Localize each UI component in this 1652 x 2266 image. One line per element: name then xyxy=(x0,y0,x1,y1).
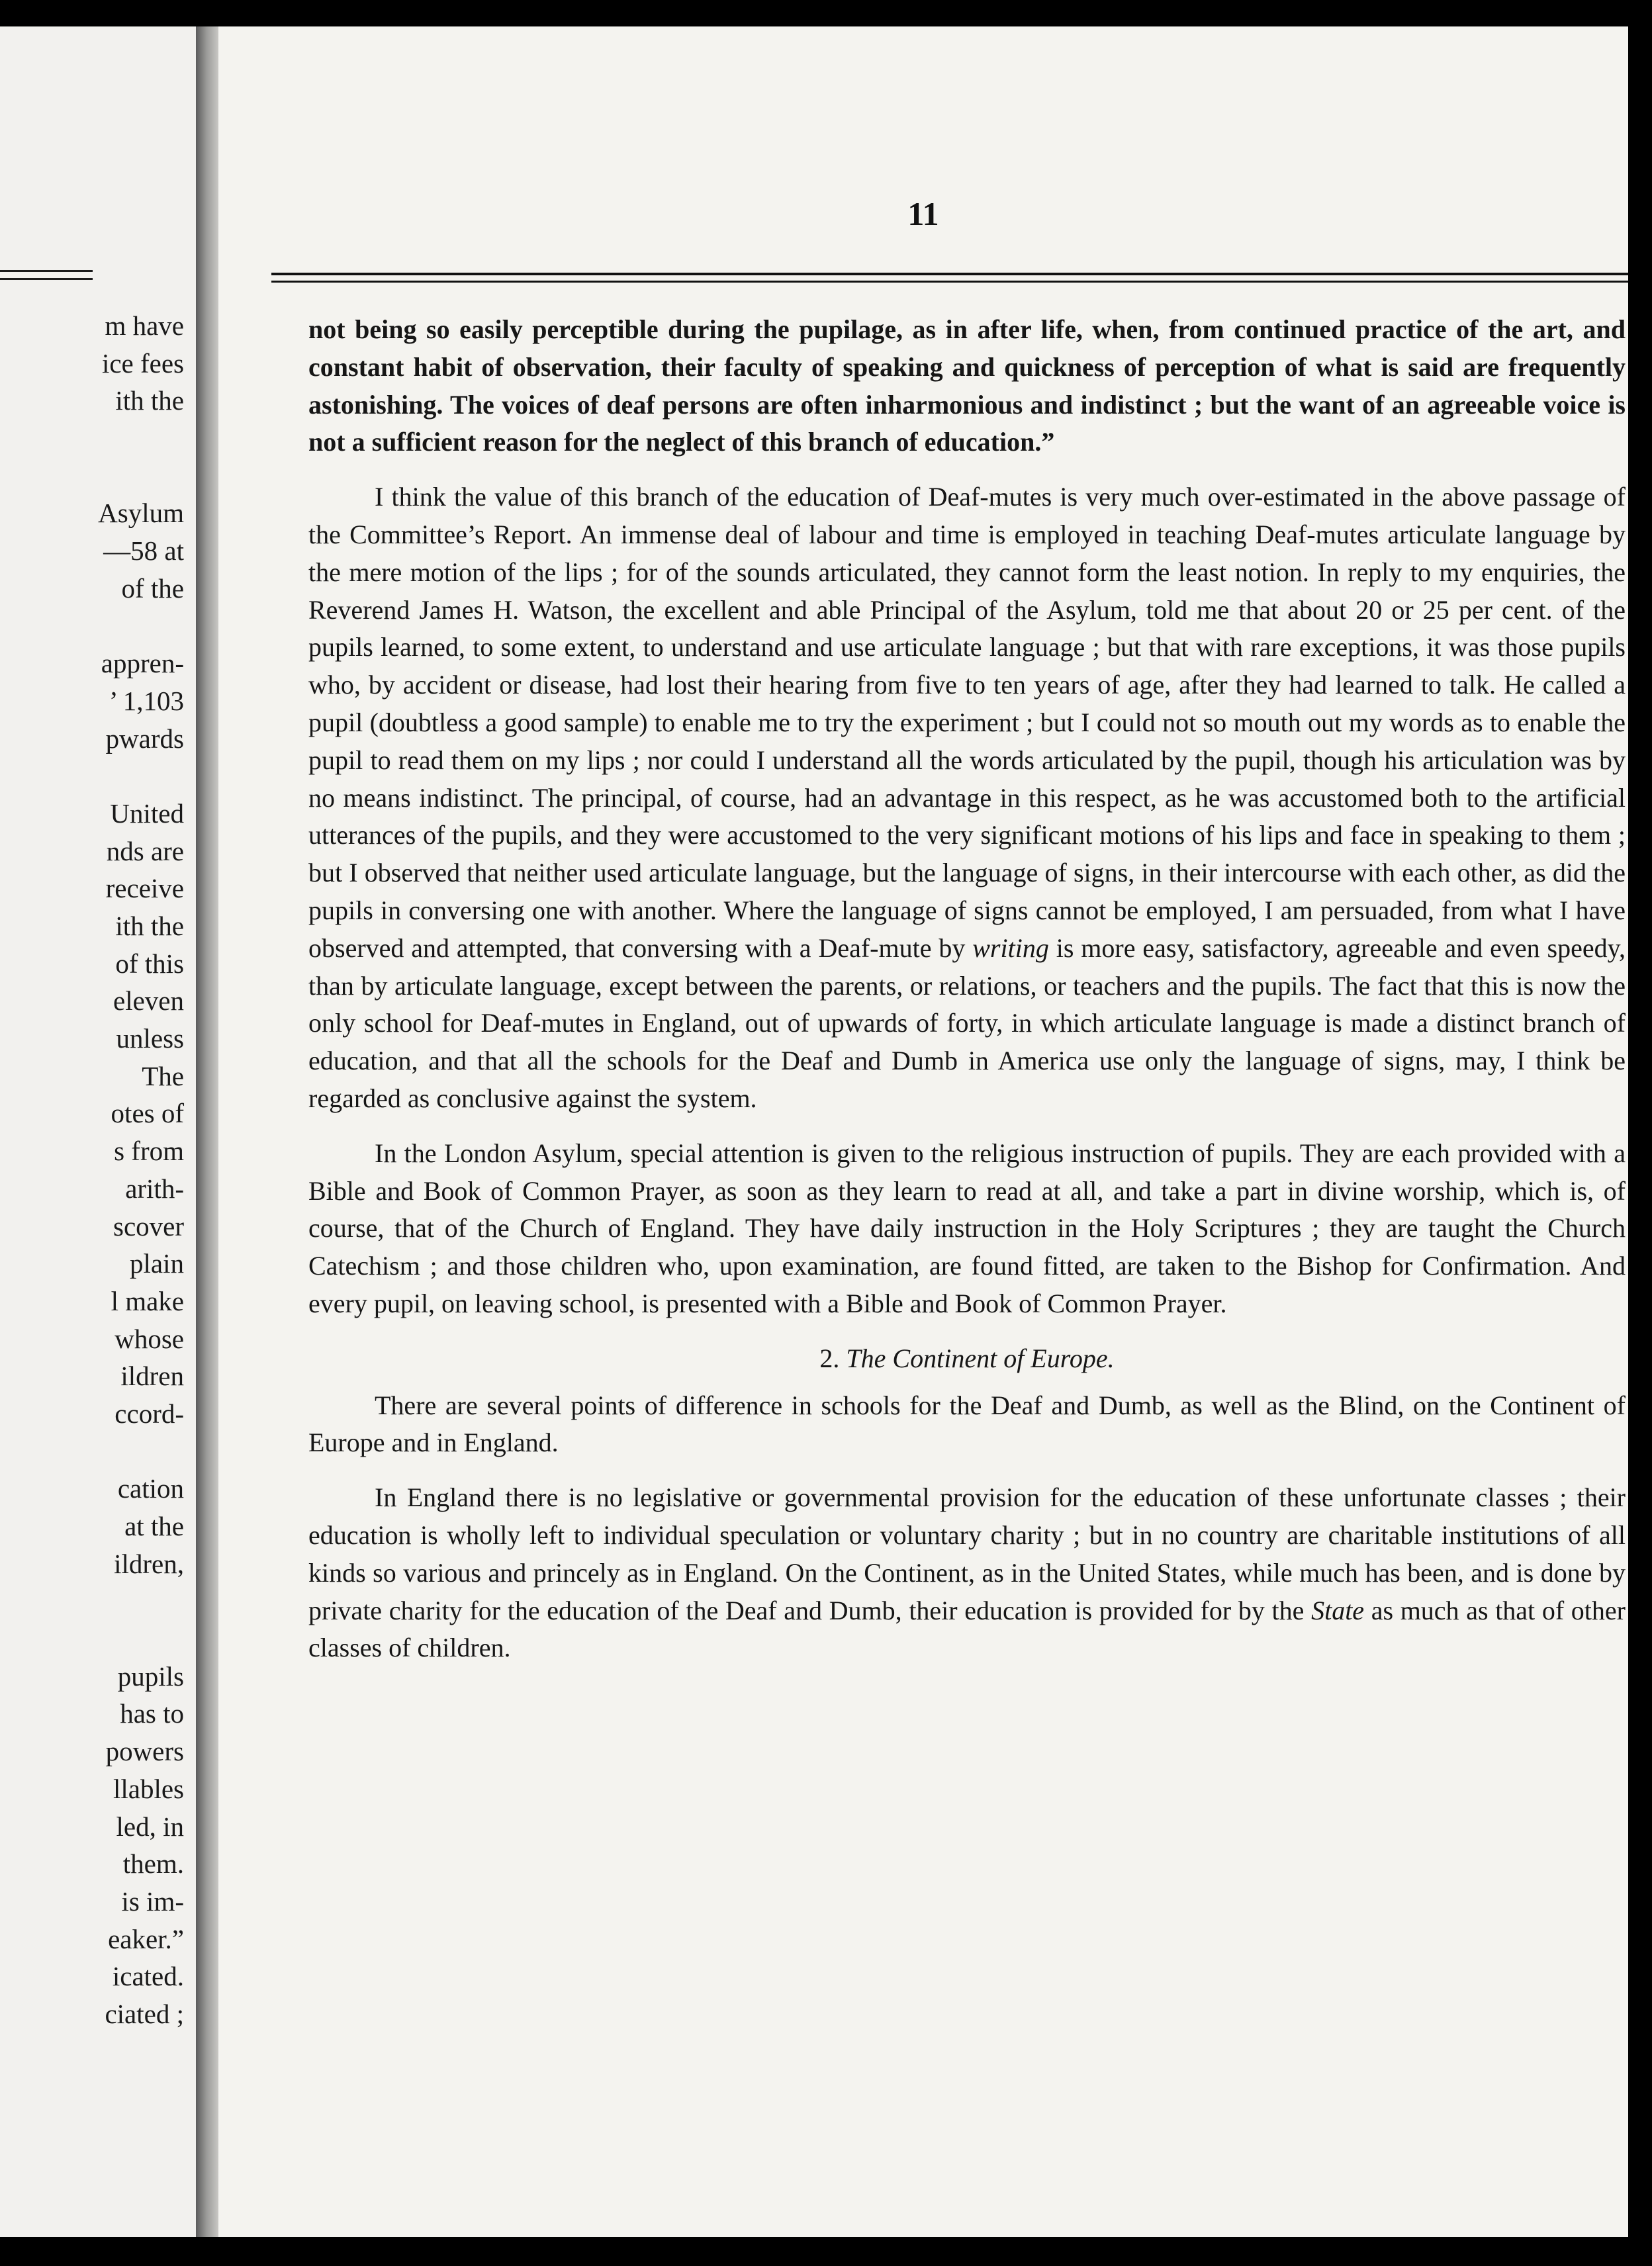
left-page-line: scover xyxy=(113,1210,184,1242)
left-page-line: otes of xyxy=(111,1098,184,1129)
header-rule-thick xyxy=(271,273,1628,275)
body-text xyxy=(308,311,1626,1667)
section-number: 2. xyxy=(819,1343,840,1373)
left-page-line xyxy=(98,457,184,495)
left-page-line: appren- xyxy=(101,648,184,679)
left-page-line: ccord- xyxy=(115,1398,184,1429)
left-page-line: eaker.” xyxy=(108,1923,184,1954)
paragraph-quote-continuation: not being so easily perceptible during the pupilage, as in after life, when, from continued practice of the art, and constant habit of observation, their faculty of speaking and quickness of perception of what is said are frequently astonishing. The voices of deaf persons are often inharmonious and indistinct ; but the want of an agreeable voice is not a sufficient reason for the neglect of this branch of education.” xyxy=(308,314,1626,457)
left-page-line: is im- xyxy=(121,1885,184,1917)
left-page-line: plain xyxy=(130,1248,184,1279)
left-page-line xyxy=(98,757,184,795)
paragraph-england-provision xyxy=(308,1479,1626,1667)
section-title: The Continent of Europe. xyxy=(846,1343,1115,1373)
left-page-line: The xyxy=(142,1060,184,1091)
paragraph-text: In England there is no legislative or governmental provision for the education of these unfortunate classes ; their education is wholly left to individual speculation or voluntary charity ; but in no country are charitable institutions of all kinds so various and princely as in England. On the Continent, as in the United States, while much has been, and is done by private charity for the education of the Deaf and Dumb, their education is provided for by the xyxy=(308,1482,1626,1625)
left-page-line: ice fees xyxy=(101,347,184,379)
main-page xyxy=(218,26,1628,2237)
left-page-line: ’ 1,103 xyxy=(109,685,184,716)
left-page-line: of the xyxy=(121,572,184,604)
left-page-rule-bottom xyxy=(0,278,93,280)
left-page-line: receive xyxy=(105,873,184,904)
left-page-line: whose xyxy=(115,1323,184,1354)
left-page-rule-top xyxy=(0,270,93,272)
paragraph-text: as much as that of other classes of children. xyxy=(308,1595,1626,1663)
left-page-line: powers xyxy=(105,1736,184,1767)
left-page-line: ildren xyxy=(120,1361,184,1392)
left-page-line: ildren, xyxy=(114,1548,184,1579)
left-page-line: ith the xyxy=(115,385,184,416)
left-page-line xyxy=(98,608,184,645)
left-page-line: arith- xyxy=(125,1173,184,1204)
paragraph-points-of-difference: There are several points of difference in schools for the Deaf and Dumb, as well as the Blind, on the Continent of Europe and in England. xyxy=(308,1390,1626,1458)
emphasis-state: State xyxy=(1311,1595,1365,1625)
emphasis-writing: writing xyxy=(972,932,1049,963)
left-page-line xyxy=(98,420,184,457)
left-page-line: led, in xyxy=(116,1811,184,1842)
left-page-line: at the xyxy=(124,1511,184,1541)
left-page-line: llables xyxy=(113,1773,184,1804)
left-page-line: Asylum xyxy=(98,498,184,529)
paragraph-religious-instruction: In the London Asylum, special attention is given to the religious instruction of pupils. They are each provided with a Bible and Book of Common Prayer, as soon as they learn to read at all, and take a part in divine worship, which is, of course, that of the Church of England. They have daily instruction in the Holy Scriptures ; they are taught the Church Catechism ; and those children who, upon examination, are found fitted, are taken to the Bishop for Confirmation. And every pupil, on leaving school, is presented with a Bible and Book of Common Prayer. xyxy=(308,1138,1626,1318)
left-page-line: of this xyxy=(115,948,184,979)
left-page-line: icated. xyxy=(112,1961,184,1992)
left-page-line: s from xyxy=(114,1136,184,1167)
section-heading xyxy=(308,1340,1626,1378)
page-number: 11 xyxy=(907,195,939,232)
left-facing-page xyxy=(0,26,199,2237)
left-page-line: nds are xyxy=(106,835,184,866)
left-page-line: United xyxy=(110,797,184,829)
left-page-line: ciated ; xyxy=(105,1998,184,2029)
left-page-line: ith the xyxy=(115,911,184,941)
paragraph-articulation-critique xyxy=(308,478,1626,1118)
left-page-line: cation xyxy=(117,1473,184,1504)
left-page-line: pupils xyxy=(117,1660,184,1692)
left-page-text-fragments xyxy=(98,307,184,2033)
left-page-line xyxy=(98,1582,184,1620)
left-page-line: m have xyxy=(105,310,184,341)
left-page-line: l make xyxy=(111,1285,184,1316)
paragraph-text: is more easy, satisfactory, agreeable and even speedy, than by articulate language, except between the parents, or relations, or teachers and the pupils. The fact that this is now the only school for Deaf-mutes in England, out of upwards of forty, in which articulate language is made a distinct branch of education, and that all the schools for the Deaf and Dumb in America use only the language of signs, may, I think be regarded as conclusive against the system. xyxy=(308,932,1626,1113)
left-page-line xyxy=(98,1433,184,1471)
header-rule-thin xyxy=(271,281,1628,283)
paragraph-text: I think the value of this branch of the education of Deaf-mutes is very much over-estimated in the above passage of the Committee’s Report. An immense deal of labour and time is employed in teaching Deaf-mutes articulate language by the mere motion of the lips ; for of the sounds articulated, they cannot form the least notion. In reply to my enquiries, the Reverend James H. Watson, the excellent and able Principal of the Asylum, told me that about 20 or 25 per cent. of the pupils learned, to some extent, to understand and use articulate language ; but that with rare exceptions, it was those pupils who, by accident or disease, had lost their hearing from five to ten years of age, after they had learned to talk. He called a pupil (doubtless a good sample) to enable me to try the experiment ; but I could not so mouth out my words as to enable the pupil to read them on my lips ; nor could I understand all the words articulated by the pupil, though his articulation was by no means indistinct. The principal, of course, had an advantage in this respect, as he was accustomed both to the artificial utterances of the pupils, and they were accustomed to the very significant motions of his lips and face in speaking to them ; but I observed that neither used articulate language, but the language of signs, in their intercourse with each other, as did the pupils in conversing one with another. Where the language of signs cannot be employed, I am persuaded, from what I have observed and attempted, that conversing with a Deaf-mute by xyxy=(308,482,1626,963)
left-page-line: pwards xyxy=(105,723,184,754)
left-page-line: —58 at xyxy=(103,535,184,566)
left-page-line xyxy=(98,1620,184,1658)
left-page-line: unless xyxy=(116,1023,184,1054)
left-page-line: them. xyxy=(122,1848,184,1880)
left-page-line: eleven xyxy=(113,985,184,1017)
left-page-line: has to xyxy=(120,1698,184,1729)
